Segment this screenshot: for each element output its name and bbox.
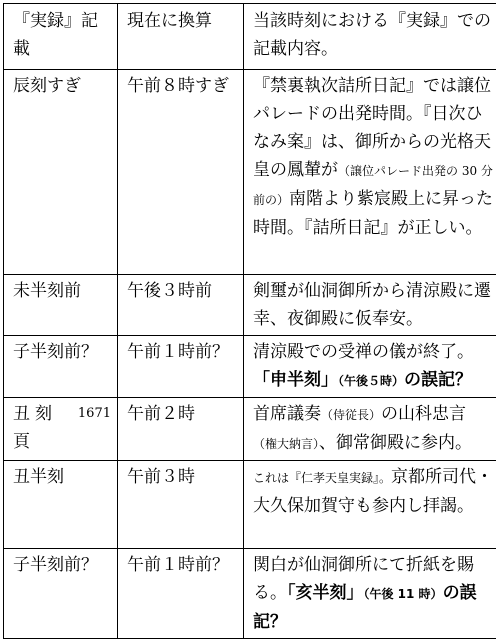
recorded-page: 1671 xyxy=(78,400,111,428)
cell-converted: 午前８時すぎ xyxy=(118,70,244,275)
cell-content xyxy=(244,461,496,549)
cell-recorded: 未半刻前 xyxy=(4,275,118,336)
bold-text: の誤記？ xyxy=(253,583,477,632)
cell-content xyxy=(244,398,496,461)
recorded-text: 丑刻 xyxy=(13,404,57,424)
cell-content xyxy=(244,70,496,275)
content-note: これは『仁孝天皇実録』。 xyxy=(253,471,391,485)
table-header-row xyxy=(4,4,496,70)
cell-recorded: 子半刻前？ xyxy=(4,336,118,398)
content-text: 関白が仙洞御所にて折紙を賜る。 xyxy=(253,555,474,603)
content-text: 『禁裏執次詰所日記』では譲位パレードの出発時間。『日次ひなみ案』は、御所からの光格天皇の鳳輦が xyxy=(253,76,491,180)
content-text: 、御常御殿に参内。 xyxy=(319,433,472,453)
cell-recorded: 子半刻前？ xyxy=(4,549,118,639)
bold-note: （午後５時） xyxy=(338,374,404,388)
bold-note: （午後 11 時） xyxy=(364,587,443,601)
header-content: 当該時刻における『実録』での記載内容。 xyxy=(244,4,496,70)
cell-recorded: 辰刻すぎ xyxy=(4,70,118,275)
bold-text: の誤記？ xyxy=(404,370,472,390)
bold-text: 「申半刻」 xyxy=(253,370,338,390)
cell-converted: 午後３時前 xyxy=(118,275,244,336)
cell-recorded: 丑半刻 xyxy=(4,461,118,549)
recorded-page-suffix: 頁 xyxy=(13,432,30,452)
content-text: 南階より紫宸殿上に昇った時間。『詰所日記』が正しい。 xyxy=(253,189,493,238)
table-row xyxy=(4,70,496,275)
cell-converted: 午前２時 xyxy=(118,398,244,461)
table-row xyxy=(4,549,496,639)
table-row xyxy=(4,461,496,549)
bold-text: 「亥半刻」 xyxy=(287,583,364,603)
cell-content: 剣璽が仙洞御所から清涼殿に遷幸、夜御殿に仮奉安。 xyxy=(244,275,496,336)
content-note: （権大納言） xyxy=(253,437,319,451)
cell-converted: 午前３時 xyxy=(118,461,244,549)
header-converted: 現在に換算 xyxy=(118,4,244,70)
cell-recorded xyxy=(4,398,118,461)
content-text: 京都所司代・大久保加賀守も参内し拝謁。 xyxy=(253,467,493,516)
table-row xyxy=(4,275,496,336)
content-text: 清涼殿での受禅の儀が終了。 xyxy=(253,342,474,362)
content-text: 首席議奏 xyxy=(253,404,321,424)
content-note: （侍従長） xyxy=(321,408,381,422)
table-row xyxy=(4,336,496,398)
content-bold xyxy=(253,370,472,390)
content-bold xyxy=(253,583,477,632)
record-table xyxy=(3,3,496,639)
cell-converted: 午前１時前？ xyxy=(118,336,244,398)
header-recorded: 『実録』記載 xyxy=(4,4,118,70)
cell-content xyxy=(244,549,496,639)
cell-content xyxy=(244,336,496,398)
content-note: （譲位パレード出発の 30 分前の） xyxy=(253,164,493,207)
table-row xyxy=(4,398,496,461)
cell-converted: 午前１時前？ xyxy=(118,549,244,639)
content-text: の山科忠言 xyxy=(381,404,466,424)
